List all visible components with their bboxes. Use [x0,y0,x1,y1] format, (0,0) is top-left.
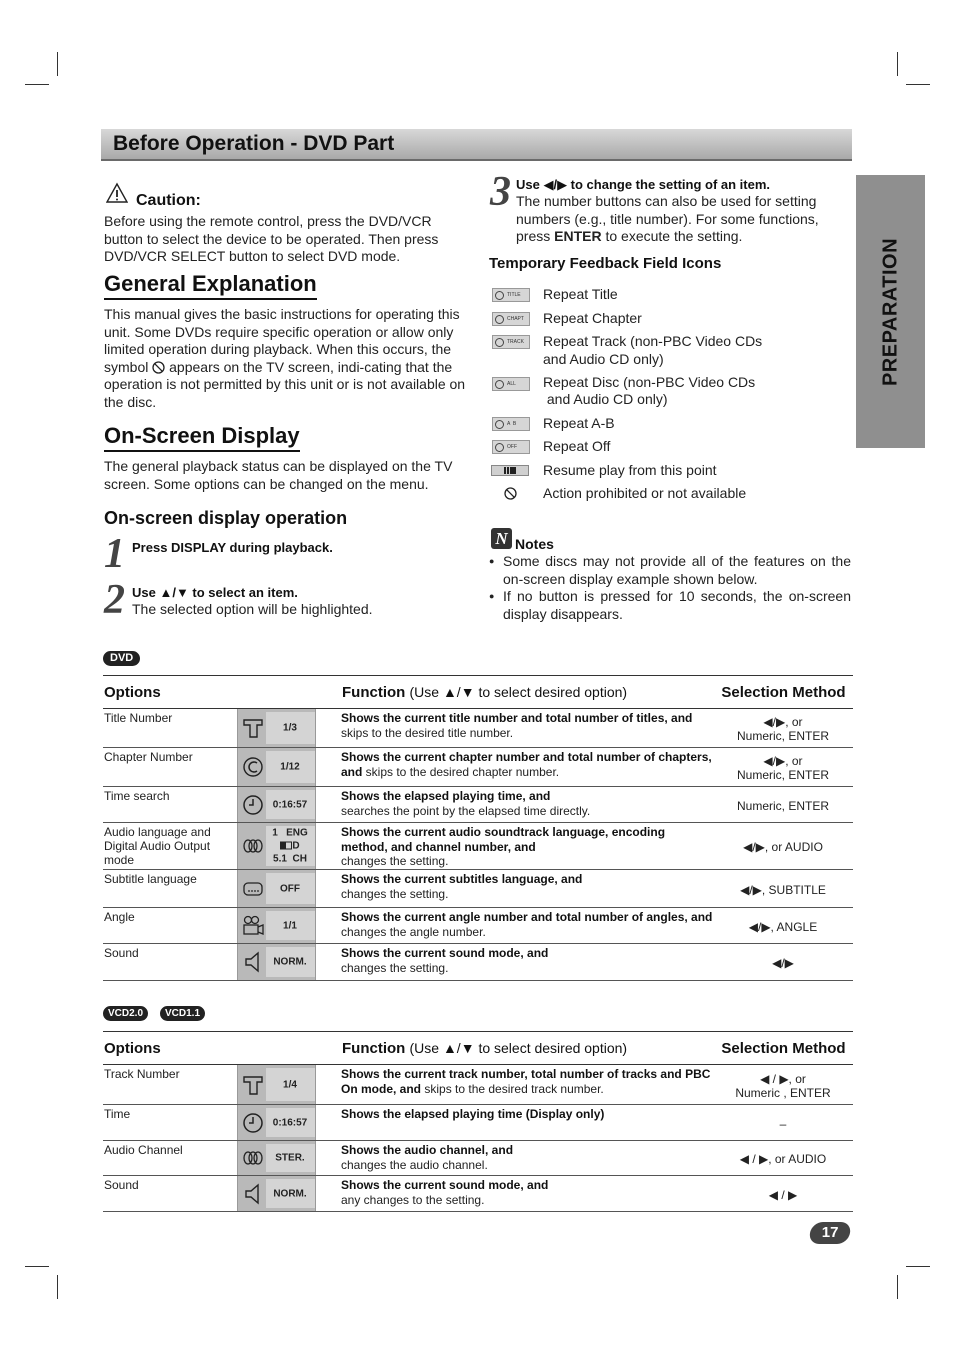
feedback-title: Temporary Feedback Field Icons [489,255,722,272]
audio-osd-icon: 1 ENG D 5.1 CH [237,823,315,870]
repeat-ab-icon: A B [492,417,530,431]
crop-mark [57,52,58,76]
crop-mark [57,1275,58,1299]
chapter-icon [242,756,264,778]
repeat-track-icon: TRACK [492,335,530,349]
repeat-chapter-icon: CHAPT [492,312,530,326]
table-row: Sound NORM. Shows the current sound mode, and any changes to the setting. ◀ / ▶ [103,1176,853,1212]
prohibited-icon [152,361,165,374]
table-row: Title Number 1/3 Shows the current title number and total number of titles, and skips to the desired title number. ◀/▶, or Numeric, ENTER [103,709,853,748]
step-detail: The selected option will be highlighted. [132,601,373,617]
table-row: Audio Channel STER. Shows the audio channel, and changes the audio channel. ◀ / ▶, or AUDIO [103,1141,853,1176]
table-row: Subtitle language OFF Shows the current subtitles language, and changes the setting. ◀/▶, SUBTITLE [103,870,853,908]
general-title: General Explanation [104,271,317,300]
selection-header: Selection Method [713,1032,853,1065]
side-tab [856,175,925,448]
clock-icon [242,1112,264,1134]
dvd-badge: DVD [103,651,140,666]
sound-osd-icon: NORM. [237,944,315,981]
selection-header: Selection Method [713,676,853,709]
title-osd-icon: 1/3 [237,709,315,748]
speaker-icon [242,951,264,973]
caution-title: Caution: [136,192,201,209]
note-item: ● If no button is pressed for 10 seconds, the on-screen display disappears. [489,588,851,623]
section-header-bar [101,129,852,161]
time-osd-icon: 0:16:57 [237,1105,315,1141]
options-header: Options [103,676,341,709]
subtitle-osd-icon: OFF [237,870,315,908]
general-text: This manual gives the basic instructions for operating this unit. Some DVDs require specific operation or allow only limited operation during playback. When this occurs, the symbol appears on the TV screen, indi-cating that the operation is not permitted by this unit or is not available on the disc. [104,306,466,410]
repeat-disc-icon: ALL [492,377,530,391]
crop-mark [25,1266,49,1267]
vcd20-badge: VCD2.0 [103,1006,148,1021]
function-header: Function (Use ▲/▼ to select desired option) [341,1032,713,1065]
step-instruction: Use ◀/▶ to change the setting of an item. [516,177,771,192]
step-number: 2 [104,577,125,623]
table-row: Audio language and Digital Audio Output mode 1 ENG D 5.1 CH Shows the current audio soundtrack language, encoding method, and channel number, and changes the setting. ◀/▶, or AUDIO [103,823,853,870]
page-number: 17 [821,1224,839,1241]
page-title: Before Operation - DVD Part [113,132,395,155]
osd-text: The general playback status can be displayed on the TV screen. Some options can be changed on the menu. [104,458,453,492]
sound-osd-icon: NORM. [237,1176,315,1212]
chapter-osd-icon: 1/12 [237,748,315,787]
crop-mark [897,52,898,76]
title-icon [242,1074,264,1096]
table-row: Chapter Number 1/12 Shows the current chapter number and total number of chapters, and skips to the desired chapter number. ◀/▶, or Numeric, ENTER [103,748,853,787]
dolby-digital-icon [280,842,292,850]
table-row: Time search 0:16:57 Shows the elapsed playing time, and searches the point by the elapsed time directly. Numeric, ENTER [103,787,853,823]
vcd11-badge: VCD1.1 [160,1006,205,1021]
audio-icon [242,1147,264,1169]
note-item: ● Some discs may not provide all of the features on the on-screen display example shown below. [489,553,851,588]
vcd-options-table [103,1031,853,1212]
camera-icon [242,915,264,937]
step-instruction: Use ▲/▼ to select an item. [132,585,298,600]
audio-channel-osd-icon: STER. [237,1141,315,1176]
table-header-row [103,1032,853,1065]
warning-icon [106,182,128,204]
clock-icon [242,794,264,816]
table-row: Track Number 1/4 Shows the current track number, total number of tracks and PBC On mode, and skips to the desired track number. ◀ / ▶, or Numeric , ENTER [103,1065,853,1105]
crop-mark [25,84,49,85]
options-header: Options [103,1032,341,1065]
title-icon [242,717,264,739]
prohibited-icon [504,487,517,500]
step-detail: The number buttons can also be used for setting numbers (e.g., title number). For some functions, press ENTER to execute the setting. [516,193,819,244]
function-header: Function (Use ▲/▼ to select desired option) [341,676,713,709]
table-row: Angle 1/1 Shows the current angle number and total number of angles, and changes the angle number. ◀/▶, ANGLE [103,908,853,944]
side-tab-label: PREPARATION [879,237,901,386]
osd-operation-title: On-screen display operation [104,508,348,528]
repeat-title-icon: TITLE [492,288,530,302]
osd-title: On-Screen Display [104,423,300,452]
audio-icon [242,835,264,857]
resume-icon [491,465,529,476]
crop-mark [906,1266,930,1267]
page-number-badge [808,1222,852,1244]
notes-list [489,553,851,623]
repeat-off-icon: OFF [492,440,530,454]
dvd-options-table [103,675,853,981]
track-osd-icon: 1/4 [237,1065,315,1105]
crop-mark [906,84,930,85]
notes-icon: N [491,528,512,549]
subtitle-icon [242,878,264,900]
table-row: Time 0:16:57 Shows the elapsed playing time (Display only) – [103,1105,853,1141]
time-osd-icon: 0:16:57 [237,787,315,823]
table-row: Sound NORM. Shows the current sound mode, and changes the setting. ◀/▶ [103,944,853,981]
angle-osd-icon: 1/1 [237,908,315,944]
notes-title: Notes [515,536,554,552]
step-instruction: Press DISPLAY during playback. [132,540,333,555]
speaker-icon [242,1183,264,1205]
crop-mark [897,1275,898,1299]
caution-text: Before using the remote control, press the DVD/VCR button to select the device to be operated. Then press DVD/VCR SELECT button to select DVD mode. [104,213,439,264]
step-number: 3 [490,169,511,215]
table-header-row [103,676,853,709]
step-number: 1 [104,531,125,577]
